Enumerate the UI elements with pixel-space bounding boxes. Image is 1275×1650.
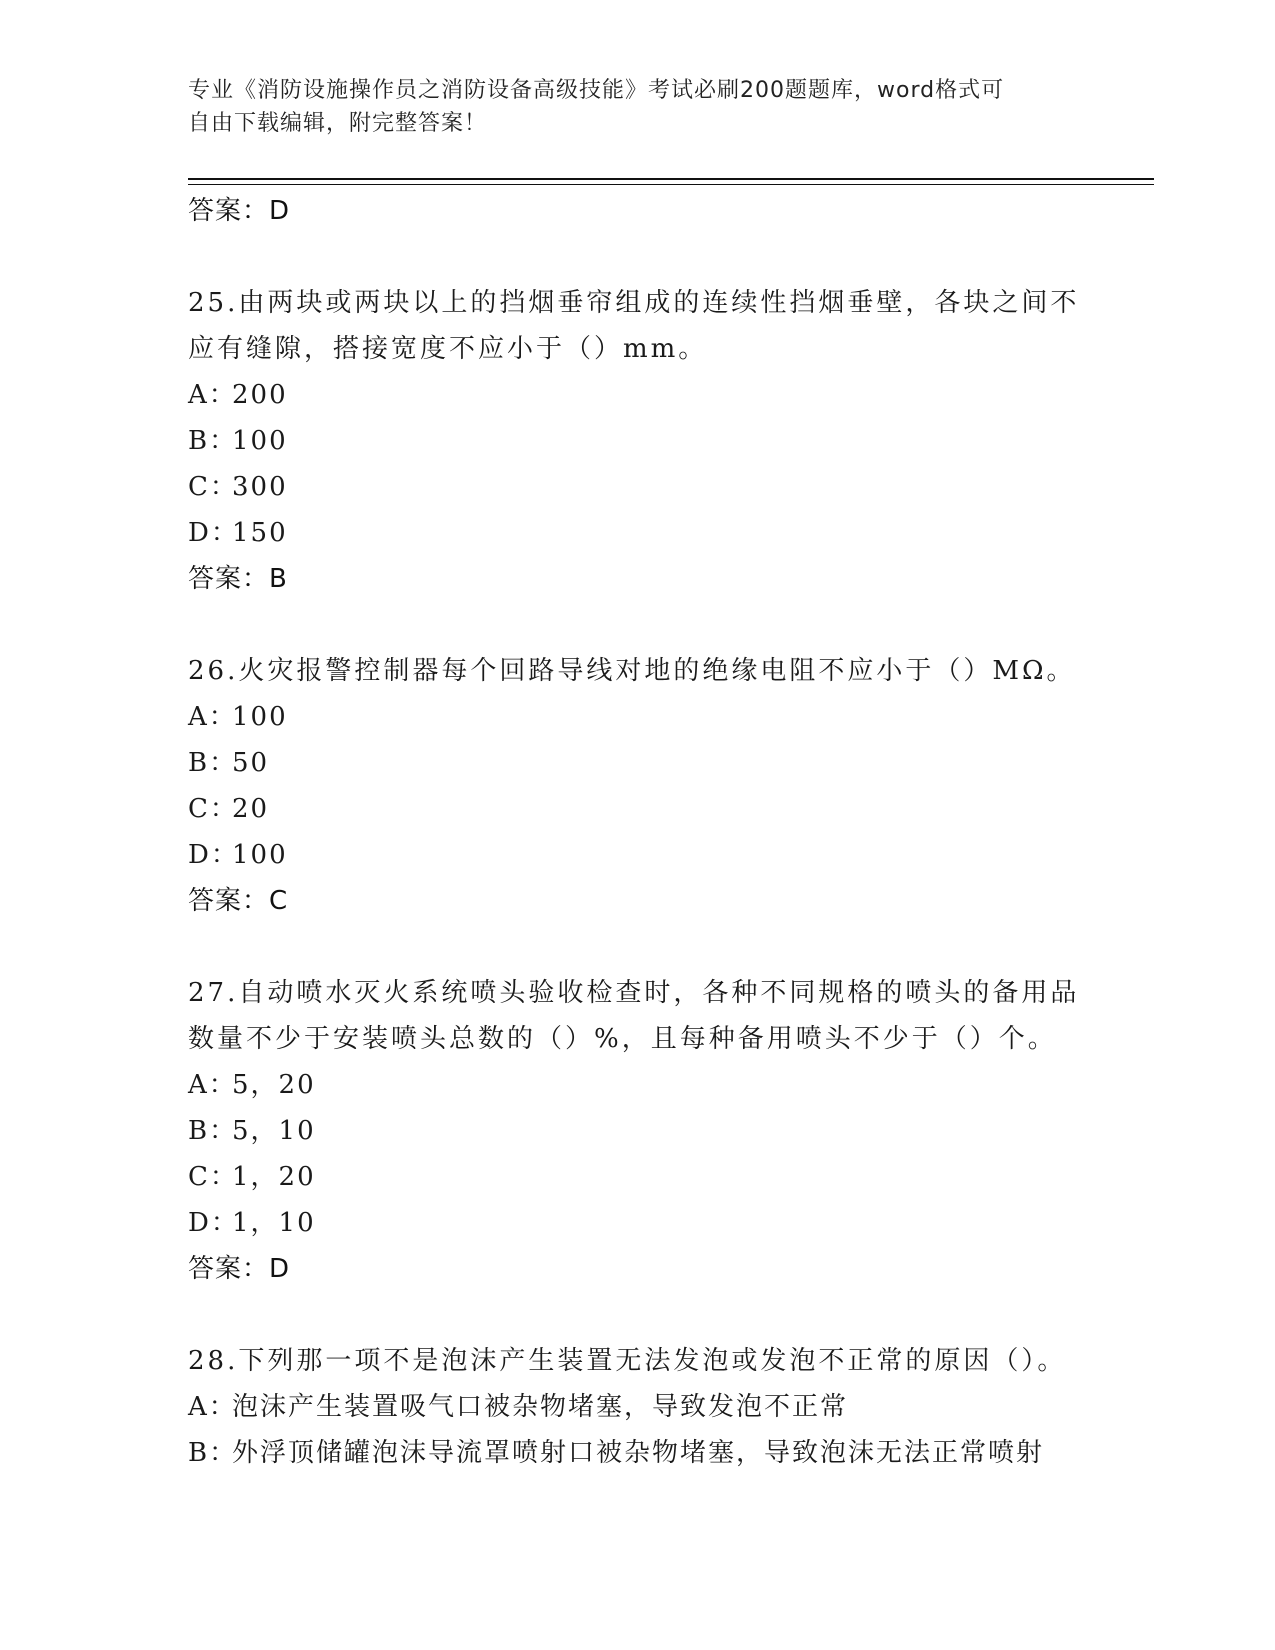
option-c xyxy=(188,1154,1088,1200)
option-label: B： xyxy=(188,1438,238,1468)
question-text: 26.火灾报警控制器每个回路导线对地的绝缘电阻不应小于（）MΩ。 xyxy=(188,656,1076,686)
option-a xyxy=(188,1062,1088,1108)
option-value: 20 xyxy=(232,794,270,824)
option-label: A： xyxy=(188,1070,237,1100)
option-b xyxy=(188,418,1088,464)
option-c xyxy=(188,786,1088,832)
option-b xyxy=(188,740,1088,786)
option-label: A： xyxy=(188,702,237,732)
option-d xyxy=(188,832,1088,878)
option-value: 外浮顶储罐泡沫导流罩喷射口被杂物堵塞，导致泡沫无法正常喷射 xyxy=(232,1438,1045,1468)
header-line-2: 自由下载编辑，附完整答案！ xyxy=(188,111,488,136)
header-rule-thin xyxy=(188,184,1154,185)
question-26 xyxy=(188,648,1088,924)
option-value: 1，10 xyxy=(232,1208,316,1238)
option-value: 1，20 xyxy=(232,1162,316,1192)
option-value: 100 xyxy=(232,426,288,456)
question-text: 25.由两块或两块以上的挡烟垂帘组成的连续性挡烟垂壁，各块之间不应有缝隙，搭接宽度不应小于（）mm。 xyxy=(188,288,1080,364)
question-text: 28.下列那一项不是泡沫产生装置无法发泡或发泡不正常的原因（）。 xyxy=(188,1346,1067,1376)
answer: 答案：D xyxy=(188,1254,291,1284)
option-value: 100 xyxy=(232,840,288,870)
option-value: 5，10 xyxy=(232,1116,316,1146)
option-label: D： xyxy=(188,840,239,870)
answer: 答案：C xyxy=(188,886,289,916)
option-value: 50 xyxy=(232,748,270,778)
option-label: B： xyxy=(188,748,238,778)
option-value: 100 xyxy=(232,702,288,732)
option-label: C： xyxy=(188,472,238,502)
option-a xyxy=(188,1384,1088,1430)
option-b xyxy=(188,1108,1088,1154)
option-label: C： xyxy=(188,794,238,824)
question-27 xyxy=(188,970,1088,1292)
option-value: 150 xyxy=(232,518,288,548)
document-header xyxy=(188,74,1088,140)
option-value: 泡沫产生装置吸气口被杂物堵塞，导致发泡不正常 xyxy=(232,1392,849,1422)
option-a xyxy=(188,694,1088,740)
question-28 xyxy=(188,1338,1088,1476)
previous-answer: 答案：D xyxy=(188,196,291,226)
option-value: 300 xyxy=(232,472,288,502)
header-line-1: 专业《消防设施操作员之消防设备高级技能》考试必刷200题题库，word格式可 xyxy=(188,78,1005,103)
option-d xyxy=(188,1200,1088,1246)
option-label: C： xyxy=(188,1162,238,1192)
option-label: A： xyxy=(188,380,237,410)
option-label: D： xyxy=(188,1208,239,1238)
question-text: 27.自动喷水灭火系统喷头验收检查时，各种不同规格的喷头的备用品数量不少于安装喷头总数的（）%，且每种备用喷头不少于（）个。 xyxy=(188,978,1080,1054)
option-label: D： xyxy=(188,518,239,548)
option-a xyxy=(188,372,1088,418)
question-list xyxy=(188,188,1088,1476)
answer: 答案：B xyxy=(188,564,288,594)
option-d xyxy=(188,510,1088,556)
option-value: 200 xyxy=(232,380,288,410)
option-b xyxy=(188,1430,1088,1476)
option-label: B： xyxy=(188,426,238,456)
option-c xyxy=(188,464,1088,510)
option-label: A： xyxy=(188,1392,237,1422)
option-value: 5，20 xyxy=(232,1070,316,1100)
question-25 xyxy=(188,280,1088,602)
header-rule-thick xyxy=(188,178,1154,180)
option-label: B： xyxy=(188,1116,238,1146)
